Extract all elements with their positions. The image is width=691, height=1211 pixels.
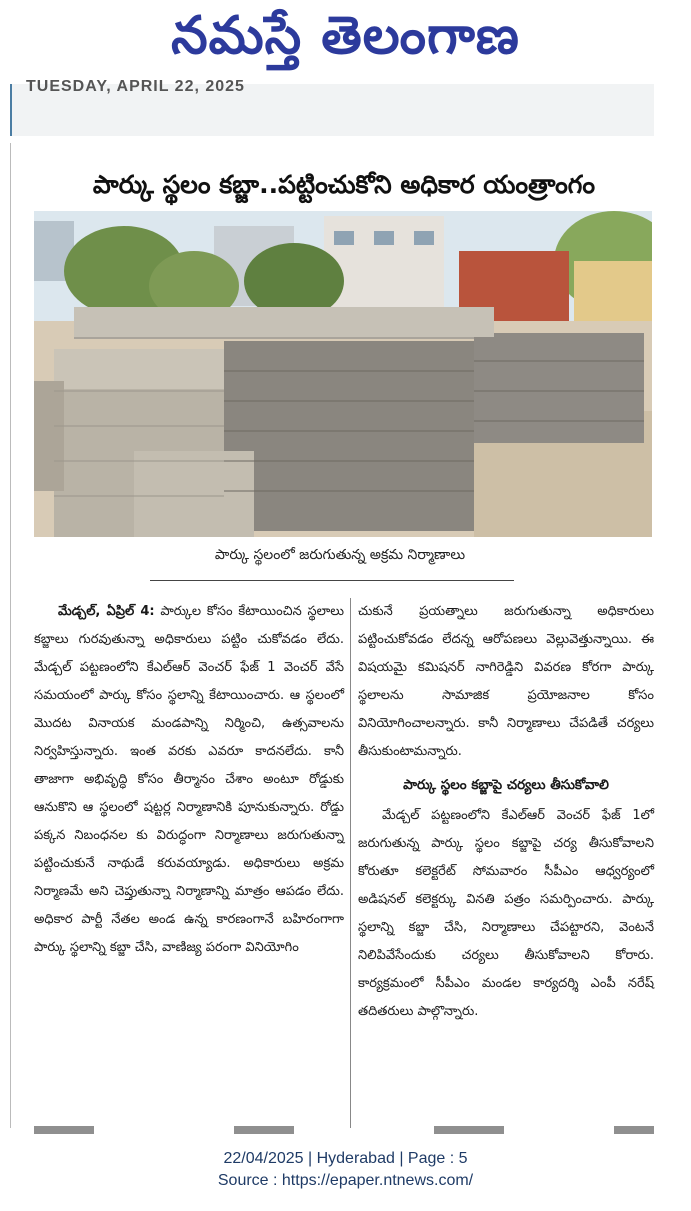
article-photo [34,211,652,537]
page-frame-border [10,143,11,1128]
caption-underline [150,580,514,581]
article-paragraph-1 [34,598,344,962]
dateline-bar [10,78,654,136]
article-dateline-lead: మేడ్చల్, ఏప్రిల్ 4: [58,604,155,619]
footer-edition-info: 22/04/2025 | Hyderabad | Page : 5 [223,1150,468,1167]
article-headline: పార్కు స్థలం కబ్జా..పట్టించుకోని అధికార యంత్రాంగం [92,169,596,199]
article-column-left [34,598,344,962]
column-divider [350,598,351,1128]
next-article-cutoff [34,1126,654,1134]
article-subheading: పార్కు స్థలం కబ్జాపై చర్యలు తీసుకోవాలి [403,777,609,793]
article-column-right [358,598,654,1026]
newspaper-title: నమస్తే తెలంగాణ [171,6,520,66]
photo-caption: పార్కు స్థలంలో జరుగుతున్న అక్రమ నిర్మాణాలు [214,547,466,563]
footer-source: Source : https://epaper.ntnews.com/ [217,1172,474,1189]
page-footer [0,1148,691,1192]
article-body-right-1: చుకునే ప్రయత్నాలు జరుగుతున్నా అధికారులు పట్టించుకోవడం లేదన్న ఆరోపణలు వెల్లువెత్తున్నాయి. ఈ విషయమై కమిషనర్ నాగిరెడ్డిని వివరణ కోరగా పార్కు స్థలాలను సామాజిక ప్రయోజనాల కోసం వినియోగించాలన్నారు. కానీ నిర్మాణాలు చేపడితే చర్యలు తీసుకుంటామన్నారు. [358,604,654,759]
issue-date: TUESDAY, APRIL 22, 2025 [26,78,245,95]
article-body-left: పార్కుల కోసం కేటాయించిన స్థలాలు కబ్జాలు గురవుతున్నా అధికారులు పట్టిం చుకోవడం లేదు. మేడ్చల్ పట్టణంలోని కేఎల్ఆర్ వెంచర్ ఫేజ్ 1 వెంచర్ వేసే సమయంలో పార్కు కోసం స్థలాన్ని కేటాయించారు. ఆ స్థలంలో మొదట వినాయక మండపాన్ని నిర్మించి, ఉత్సవాలను నిర్వహిస్తున్నారు. ఇంత వరకు ఎవరూ కాదనలేదు. కానీ తాజాగా అభివృద్ధి కోసం తీర్మానం చేశాం అంటూ రోడ్డుకు ఆనుకొని ఆ స్థలంలో షట్టర్ల నిర్మాణానికి పూనుకున్నారు. రోడ్డు పక్కన నిబంధనల కు విరుద్ధంగా నిర్మాణాలు జరుగుతున్నా పట్టించుకునే నాథుడే కరువయ్యాడు. అధికారులు అక్రమ నిర్మాణమే అని చెప్తుతున్నా నిర్మాణాన్ని మాత్రం ఆపడం లేదు. అధికార పార్టీ నేతల అండ ఉన్న కారణంగానే బహిరంగాగా పార్కు స్థలాన్ని కబ్జా చేసి, వాణిజ్య పరంగా వినియోగిం [34,604,344,955]
article-body-right-2: మేడ్చల్ పట్టణంలోని కేఎల్ఆర్ వెంచర్ ఫేజ్ 1లో జరుగుతున్న పార్కు స్థలం కబ్జాపై చర్య తీసుకోవాలని కోరుతూ కలెక్టరేట్ సోమవారం సీపీఎం ఆధ్వర్యంలో అడిషనల్ కలెక్టర్కు వినతి పత్రం సమర్పించారు. పార్కు స్థలాన్ని కబ్జా చేసి, నిర్మాణాలు చేపట్టారని, వెంటనే నిలిపివేసేందుకు చర్యలు తీసుకోవాలని కోరారు. కార్యక్రమంలో సీపీఎం మండల కార్యదర్శి ఎంపీ నరేష్ తదితరులు పాల్గొన్నారు. [358,808,654,1019]
masthead [0,0,691,72]
